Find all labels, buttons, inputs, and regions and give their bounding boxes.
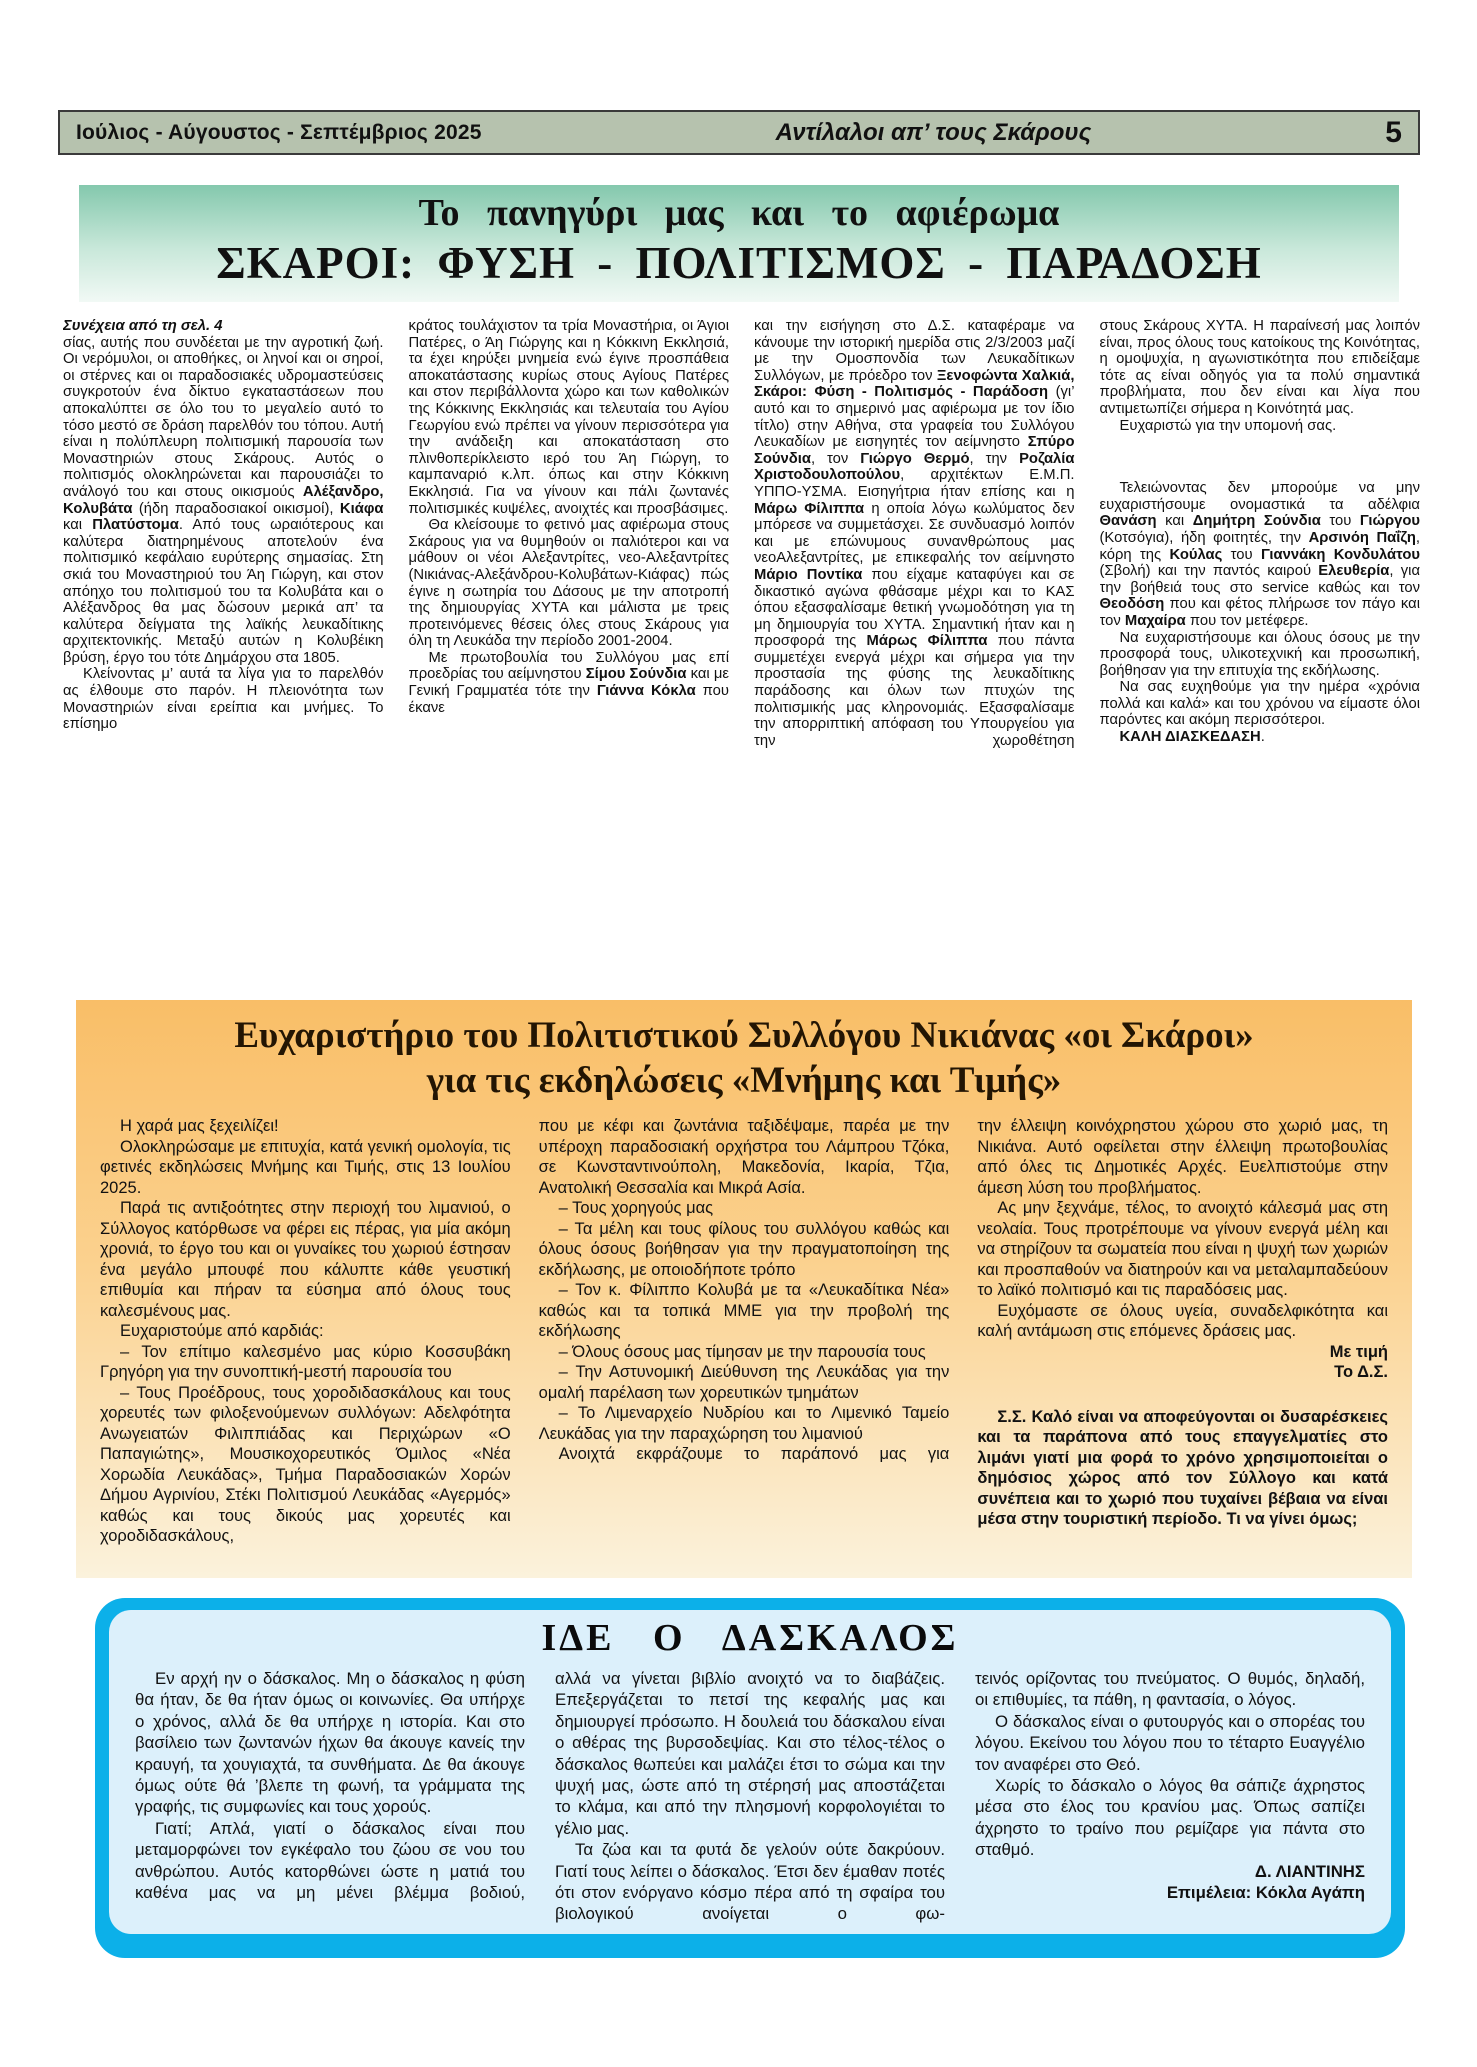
thanks-column [977, 1116, 1388, 1578]
paragraph: Ας μην ξεχνάμε, τέλος, το ανοιχτό κάλεσμά μας στη νεολαία. Τους προτρέπουμε να γίνουν ενεργά μέλη και να στηρίζουν τα σωματεία που είναι η ψυχή των χωριών και προσπαθούν να διατηρούν και να μεταλαμπαδεύουν το λαϊκό πολιτισμό και τις παραδόσεις μας. [977, 1199, 1388, 1299]
paragraph: Ο δάσκαλος είναι ο φυτουργός και ο σπορέας του λόγου. Εκείνου του λόγου που το τέταρτο Ευαγγέλιο τον αναφέρει στο Θεό. [975, 1711, 1365, 1774]
thanks-column [100, 1116, 511, 1578]
teacher-column [135, 1668, 525, 1930]
article-kicker: Το πανηγύρι μας και το αφιέρωμα [418, 192, 1060, 234]
article-column [1100, 318, 1421, 1004]
thanks-body [100, 1116, 1388, 1578]
paragraph: Παρά τις αντιξοότητες στην περιοχή του λιμανιού, ο Σύλλογος κατόρθωσε να φέρει εις πέρας, για μία ακόμη χρονιά, το έργο του και οι γυναίκες του χωριού έστησαν ένα μεγάλο μπουφέ που κάλυπτε κάθε γευστική επιθυμία και πήραν τα εύσημα από όλους τους καλεσμένους μας. [100, 1199, 511, 1320]
paragraph: Να ευχαριστήσουμε και όλους όσους με την προσφορά τους, υλικοτεχνική και προσωπική, βοήθησαν για την επιτυχία της εκδήλωσης. [1099, 629, 1420, 679]
paragraph: Με τιμή [1329, 1342, 1388, 1361]
paragraph: Ευχαριστούμε από καρδιάς: [120, 1322, 324, 1340]
paragraph: αλλά να γίνεται βιβλίο ανοιχτό να το διαβάζεις. Επεξεργάζεται το πετσί της κεφαλής μας και δημιουργεί πρόσωπο. Η δουλειά του δάσκαλου είναι ο αθέρας της βυρσοδεψίας. Και στο τέλος-τέλος ο δάσκαλος θωπεύει και μαλάζει έτσι το σώμα και την ψυχή μας, ώστε από τη στέρησή μας αποστάζεται το κλάμα, και από την πλησμονή κορφολογιέται το γέλιο μας. [555, 1669, 945, 1838]
paragraph: Ολοκληρώσαμε με επιτυχία, κατά γενική ομολογία, τις φετινές εκδηλώσεις Μνήμης και Τιμής, στις 13 Ιουλίου 2025. [100, 1137, 511, 1197]
teacher-body [135, 1668, 1365, 1930]
paragraph: Να σας ευχηθούμε για την ημέρα «χρόνια πολλά και καλά» και του χρόνου να είμαστε όλοι παρόντες και ακόμη περισσότεροι. [1099, 679, 1420, 729]
paragraph: Ευχόμαστε σε όλους υγεία, συναδελφικότητα και καλή αντάμωση στις επόμενες δράσεις μας. [977, 1301, 1388, 1340]
paragraph: Με πρωτοβουλία του Συλλόγου μας επί προεδρίας του αείμνηστου Σίμου Σούνδια και με Γενική Γραμματέα τότε την Γιάννα Κόκλα που έκανε [408, 649, 729, 716]
paragraph: Σ.Σ. Καλό είναι να αποφεύγονται οι δυσαρέσκειες και τα παράπονα από τους επαγγελματίες στο λιμάνι γιατί μια φορά το χρόνο χρησιμοποιείται ο δημόσιος χώρος από τον Σύλλογο και κατά συνέπεια και το χωριό που τυχαίνει βέβαια να είναι μέσα στην τουριστική περίοδο. Τι να γίνει όμως; [977, 1407, 1388, 1528]
paragraph: – Τον επίτιμο καλεσμένο μας κύριο Κοσσυβάκη Γρηγόρη για την συνοπτική-μεστή παρουσία του [100, 1342, 511, 1381]
teacher-section-title: ΙΔΕ Ο ΔΑΣΚΑΛΟΣ [541, 1617, 959, 1659]
thanks-headline-line2: για τις εκδηλώσεις «Μνήμης και Τιμής» [426, 1060, 1062, 1101]
paragraph: Επιμέλεια: Κόκλα Αγάπη [1166, 1883, 1365, 1903]
masthead [58, 110, 1420, 155]
paragraph: που με κέφι και ζωντάνια ταξιδέψαμε, παρέα με την υπέροχη παραδοσιακή ορχήστρα του Λάμπρου Τζόκα, σε Κωνσταντινούπολη, Μακεδονία, Ικαρία, Τζια, Ανατολική Θεσσαλία και Μικρά Ασία. [538, 1117, 950, 1197]
thanks-section [76, 1000, 1412, 1578]
main-article-body [63, 318, 1420, 1004]
page-number: 5 [1385, 115, 1402, 149]
paragraph: Θα κλείσουμε το φετινό μας αφιέρωμα στους Σκάρους για να θυμηθούν οι παλιότεροι και να μάθουν οι νέοι Αλεξαντρίτες, νεο-Αλεξαντρίτες (Νικιάνας-Αλεξάνδρου-Κολυβάτων-Κιάφας) πώς έγινε η σωτηρία του Δάσους με την αποτροπή της δημιουργίας ΧΥΤΑ και μάλιστα με τρεις προτεινόμενες θέσεις όλες στους Σκάρους για όλη τη Λευκάδα την περίοδο 2001-2004. [408, 517, 729, 650]
paragraph: στους Σκάρους ΧΥΤΑ. Η παραίνεσή μας λοιπόν είναι, προς όλους τους κατοίκους της Κοινότητας, η ομοψυχία, η αγωνιστικότητα που επιδείξαμε τότε ας είναι οδηγός για τα πολύ σημαντικά προβλήματα, που δεν είναι και λίγα που αντιμετωπίζει σήμερα η Κοινότητά μας. [1099, 318, 1420, 417]
paragraph: – Το Λιμεναρχείο Νυδρίου και το Λιμενικό Ταμείο Λευκάδας για την παραχώρηση του λιμανιού [538, 1404, 950, 1443]
paragraph: Το Δ.Σ. [1334, 1363, 1388, 1381]
paragraph: Γιατί; Απλά, γιατί ο δάσκαλος είναι που μεταμορφώνει τον εγκέφαλο του ζώου σε νου του ανθρώπου. Αυτός κατορθώνει ώστε η ματιά του καθένα μας να μη μένει βλέμμα βοδιού, [135, 1818, 525, 1903]
paragraph: κράτος τουλάχιστον τα τρία Μοναστήρια, οι Άγιοι Πατέρες, ο Άη Γιώργης και η Κόκκινη Εκκλησιά, τα έχει κηρύξει μνημεία ενώ έγινε προσπάθεια αποκατάστασης κυρίως στους Αγίους Πατέρες και στον περιβάλλοντα χώρο και των καθολικών της Κόκκινης Εκκλησιάς και τελευταία του Αγίου Γεωργίου ενώ πρέπει να γίνουν περισσότερα για την ανάδειξη και αποκατάσταση στο πλινθοπερίκλειστο ιερό του Άη Γιώργη, το καμπαναριό κ.λπ. όπως και στην Κόκκινη Εκκλησιά. Για να γίνουν και πάλι ζωντανές πολιτισμικές κυψέλες, ανοιχτές και προσβάσιμες. [408, 318, 729, 517]
article-column [63, 318, 384, 1004]
article-column [754, 318, 1075, 1004]
teacher-section-panel [109, 1610, 1391, 1934]
teacher-column [975, 1668, 1365, 1930]
paragraph: Τα ζώα και τα φυτά δε γελούν ούτε δακρύουν. Γιατί τους λείπει ο δάσκαλος. Έτσι δεν έμαθαν ποτές ότι στον ενόργανο κόσμο πέρα από τη σφαίρα του βιολογικού ανοίγεται ο φω- [555, 1840, 945, 1924]
paragraph: την έλλειψη κοινόχρηστου χώρου στο χωριό μας, τη Νικιάνα. Αυτό οφείλεται στην έλλειψη πρωτοβουλίας από όλες τις Δημοτικές Αρχές. Ευελπιστούμε στην άμεση λύση του προβλήματος. [977, 1117, 1388, 1197]
paragraph: – Τους Προέδρους, τους χοροδιδασκάλους και τους χορευτές των φιλοξενούμενων συλλόγων: Αδελφότητα Ανωγειατών Φιλιππιάδας και Περιχώρων «Ο Παπαγιώτης», Μουσικοχορευτικός Όμιλος «Νέα Χορωδία Λευκάδας», Τμήμα Παραδοσιακών Χορών Δήμου Αγρινίου, Στέκι Πολιτισμού Λευκάδας «Αγερμός» καθώς και τους δικούς μας χορευτές και χοροδιδασκάλους, [100, 1383, 511, 1545]
newspaper-title: Αντίλαλοι απ’ τους Σκάρους [775, 118, 1092, 146]
paragraph: Ευχαριστώ για την υπομονή σας. [1119, 417, 1337, 434]
paragraph: και την εισήγηση στο Δ.Σ. καταφέραμε να κάνουμε την ιστορική ημερίδα στις 2/3/2003 μαζί με την Ομοσπονδία των Λευκαδίτικων Συλλόγων, με πρόεδρο τον Ξενοφώντα Χαλκιά, Σκάροι: Φύση - Πολιτισμός - Παράδοση (γι’ αυτό και το σημερινό μας αφιέρωμα με τον ίδιο τίτλο) στην Αθήνα, στα γραφεία του Συλλόγου Λευκαδίων με εισηγητές τον αείμνηστο Σπύρο Σούνδια, τον Γιώργο Θερμό, την Ροζαλία Χριστοδουλοπούλου, αρχιτέκτων Ε.Μ.Π. ΥΠΠΟ-ΥΣΜΑ. Εισηγήτρια ήταν επίσης και η Μάρω Φίλιππα η οποία λόγω κωλύματος δεν μπόρεσε να συμμετάσχει. Σε συνδυασμό λοιπόν και με επώνυμους συνανθρώπους μας νεοΑλεξαντρίτες, με επικεφαλής τον αείμνηστο Μάριο Ποντίκα που είχαμε καταφύγει και σε δικαστικό αγώνα φθάσαμε μέχρι και το ΚΑΣ όπου εξασφαλίσαμε θετική γνωμοδότηση για τη μη δημιουργία του ΧΥΤΑ. Σημαντική ήταν και η προσφορά της Μάρως Φίλιππα που πάντα συμμετέχει ενεργά μέχρι και σήμερα για την προστασία της φύσης της λευκαδίτικης παράδοσης και όλων των πτυχών της πολιτισμικής μας κληρονομιάς. Εξασφαλίσαμε την απορριπτική απόφαση του Υπουργείου για την χωροθέτηση [754, 318, 1075, 749]
paragraph: Συνέχεια από τη σελ. 4 [63, 318, 223, 334]
paragraph: Δ. ΛΙΑΝΤΙΝΗΣ [1254, 1861, 1365, 1881]
paragraph: – Τα μέλη και τους φίλους του συλλόγου καθώς και όλους όσους βοήθησαν για την πραγματοποίηση της εκδήλωσης, με οποιοδήποτε τρόπο [538, 1219, 950, 1279]
paragraph: – Όλους όσους μας τίμησαν με την παρουσία τους [558, 1342, 926, 1361]
thanks-headline-line1: Ευχαριστήριο του Πολιτιστικού Συλλόγου Νικιάνας «οι Σκάροι» [234, 1015, 1254, 1056]
paragraph: – Τους χορηγούς μας [558, 1199, 714, 1217]
main-article-header [79, 185, 1399, 302]
paragraph: Εν αρχή ην ο δάσκαλος. Μη ο δάσκαλος η φύση θα ήταν, δε θα ήταν όμως οι κοινωνίες. Θα υπήρχε ο χρόνος, αλλά δε θα υπήρχε η ιστορία. Και στο βασίλειο των ζωντανών ήχων θα άκουγε κανείς την κραυγή, τα χουγιαχτά, τα συνθήματα. Δε θα άκουγε όμως ούτε θά ’βλεπε τη φωνή, τα γράμματα της γραφής, τις συμφωνίες και τους χορούς. [135, 1669, 525, 1817]
paragraph: Η χαρά μας ξεχειλίζει! [120, 1117, 279, 1135]
paragraph: – Την Αστυνομική Διεύθυνση της Λευκάδας για την ομαλή παρέλαση των χορευτικών τμημάτων [538, 1363, 950, 1402]
article-column [409, 318, 730, 1004]
issue-date: Ιούλιος - Αύγουστος - Σεπτέμβριος 2025 [76, 120, 482, 144]
paragraph: Κλείνοντας μ’ αυτά τα λίγα για το παρελθόν ας έλθουμε στο παρόν. Η πλειονότητα των Μοναστηριών είναι ερείπια και μνήμες. Το επίσημο [63, 666, 384, 733]
teacher-column [555, 1668, 945, 1930]
paragraph: σίας, αυτής που συνδέεται με την αγροτική ζωή. Οι νερόμυλοι, οι αποθήκες, οι ληνοί και οι σηροί, οι στέρνες και οι παραδοσιακές υδρομαστεύσεις συγκροτούν ένα δίκτυο εγκαταστάσεων που αποκαλύπτει σε όλο του το μεγαλείο αυτό το τόσο μεστό σε δράση παρελθόν του τόπου. Αυτή είναι η πολύπλευρη πολιτισμική παρουσία των Μοναστηριών στους Σκάρους. Αυτός ο πολιτισμός ολοκληρώνεται και παρουσιάζει το ανάλογό του και στους οικισμούς Αλέξανδρο, Κολυβάτα (ήδη παραδοσιακοί οικισμοί), Κιάφα και Πλατύστομα. Από τους ωραιότερους και καλύτερα διατηρημένους αποτελούν ένα πολιτισμικό κεφάλαιο ευρύτερης σημασίας. Στη σκιά του Μοναστηριού του Άη Γιώργη, και στον απόηχο του πολιτισμού του τα Κολυβάτα και ο Αλέξανδρος θα μας δώσουν μερικά απ’ τα καλύτερα δείγματα της λαϊκής λευκαδίτικης αρχιτεκτονικής. Μεταξύ αυτών η Κολυβέικη βρύση, έργο του τότε Δημάρχου στα 1805. [63, 334, 384, 666]
article-headline: ΣΚΑΡΟΙ: ΦΥΣΗ - ΠΟΛΙΤΙΣΜΟΣ - ΠΑΡΑΔΟΣΗ [216, 238, 1262, 288]
paragraph: τεινός ορίζοντας του πνεύματος. Ο θυμός, δηλαδή, οι επιθυμίες, τα πάθη, η φαντασία, ο λόγος. [975, 1669, 1365, 1710]
paragraph: Χωρίς το δάσκαλο ο λόγος θα σάπιζε άχρηστος μέσα στο έλος του κρανίου μας. Όπως σαπίζει άχρηστο το τραίνο που ρεμίζαρε για πάντα στο σταθμό. [975, 1776, 1365, 1860]
thanks-column [539, 1116, 950, 1578]
paragraph: Τελειώνοντας δεν μπορούμε να μην ευχαριστήσουμε ονομαστικά τα αδέλφια Θανάση και Δημήτρη Σούνδια του Γιώργου (Κοτσόγια), ήδη φοιτητές, την Αρσινόη Παΐζη, κόρη της Κούλας του Γιαννάκη Κονδυλάτου (Σβολή) και την παντός καιρού Ελευθερία, για την βοήθειά τους στο service καθώς και τον Θεοδόση που και φέτος πλήρωσε τον πάγο και τον Μαχαίρα που τον μετέφερε. [1099, 480, 1420, 629]
paragraph: – Τον κ. Φίλιππο Κολυβά με τα «Λευκαδίτικα Νέα» καθώς και τα τοπικά ΜΜΕ για την προβολή της εκδήλωσης [538, 1281, 950, 1340]
teacher-section-frame [95, 1598, 1405, 1958]
paragraph: ΚΑΛΗ ΔΙΑΣΚΕΔΑΣΗ. [1119, 729, 1265, 746]
paragraph: Ανοιχτά εκφράζουμε το παράπονό μας για [558, 1445, 950, 1463]
